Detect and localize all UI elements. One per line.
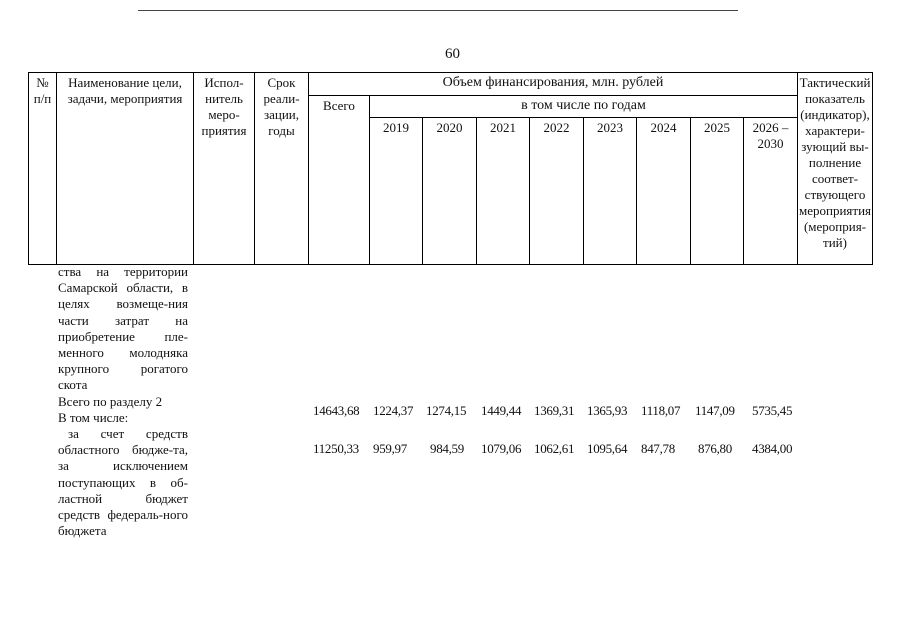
total-value-2023: 1365,93 [587, 403, 628, 418]
continuation-text: ства на территории Самарской области, в целях возмеще-ния части затрат на приобретение пле-менного молодняка крупного рогатого скота [58, 264, 188, 393]
row-label-including: В том числе: [58, 409, 129, 425]
header-year-2023: 2023 [584, 118, 637, 265]
total-value-2021: 1449,44 [481, 403, 522, 418]
header-funding: Объем финансирования, млн. рублей [309, 73, 798, 96]
regional-value-2025: 876,80 [698, 441, 732, 456]
regional-value-2026-2030: 4384,00 [752, 441, 793, 456]
header-name: Наименование цели, задачи, мероприятия [57, 73, 194, 265]
row-text-column [58, 264, 188, 539]
total-value-2025: 1147,09 [695, 403, 735, 418]
header-year-2022: 2022 [530, 118, 584, 265]
row-label-regional-budget: за счет средств областного бюдже-та, за исключением поступающих в об-ластной бюджет средств федераль-ного бюджета [58, 426, 188, 539]
header-year-2021: 2021 [477, 118, 530, 265]
header-year-2019: 2019 [370, 118, 423, 265]
regional-value-2022: 1062,61 [534, 441, 575, 456]
header-num: № п/п [29, 73, 57, 265]
total-value-2024: 1118,07 [641, 403, 681, 418]
regional-value-2019: 959,97 [373, 441, 407, 456]
regional-value-2021: 1079,06 [481, 441, 522, 456]
regional-value-2023: 1095,64 [587, 441, 628, 456]
scan-top-line [138, 10, 738, 11]
header-year-2025: 2025 [691, 118, 744, 265]
header-term: Срок реали-зации, годы [255, 73, 309, 265]
funding-table-header [28, 72, 873, 265]
header-indicator: Тактический показатель (индикатор), характери-зующий вы-полнение соответ-ствующего мероприятия (мероприя-тий) [798, 73, 873, 265]
total-value-2026-2030: 5735,45 [752, 403, 793, 418]
regional-value-2020: 984,59 [430, 441, 464, 456]
header-total: Всего [309, 96, 370, 265]
total-value-all: 14643,68 [313, 403, 360, 418]
header-years-group: в том числе по годам [370, 96, 798, 118]
header-year-2020: 2020 [423, 118, 477, 265]
page-number: 60 [445, 46, 460, 62]
total-value-2022: 1369,31 [534, 403, 575, 418]
header-year-2026-2030: 2026 – 2030 [744, 118, 798, 265]
row-label-total-section: Всего по разделу 2 [58, 393, 163, 409]
total-value-2019: 1224,37 [373, 403, 414, 418]
header-executor: Испол-нитель меро-приятия [194, 73, 255, 265]
regional-value-all: 11250,33 [313, 441, 359, 456]
total-value-2020: 1274,15 [426, 403, 467, 418]
regional-value-2024: 847,78 [641, 441, 675, 456]
header-year-2024: 2024 [637, 118, 691, 265]
